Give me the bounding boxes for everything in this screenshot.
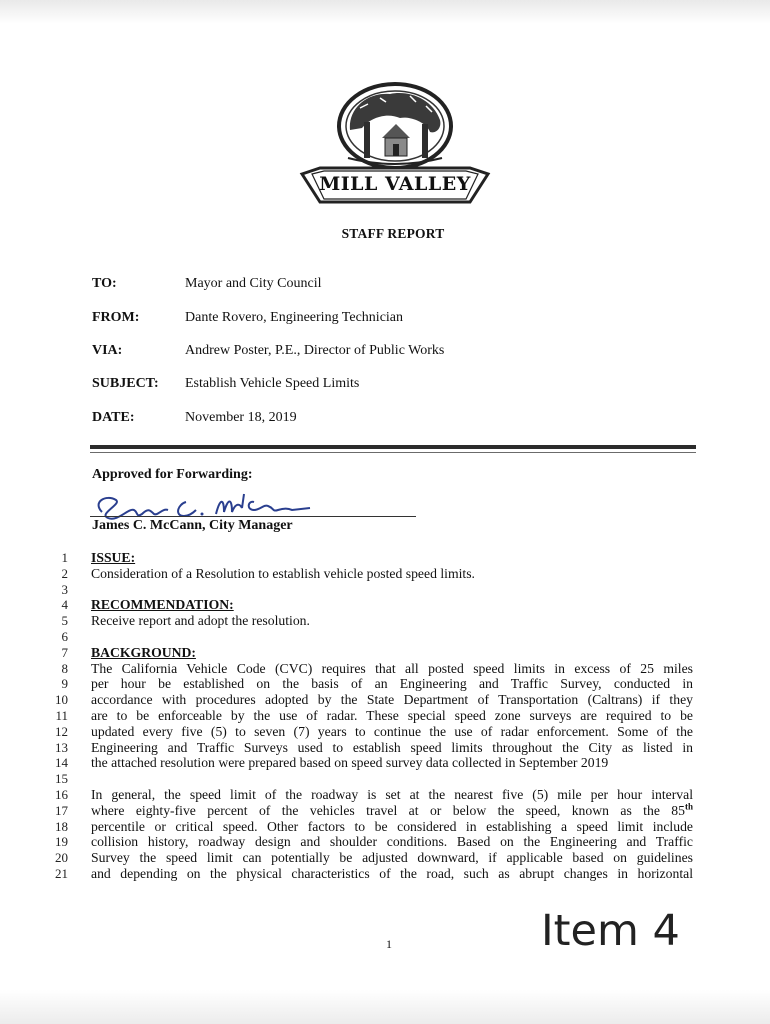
line-number: 6 (61, 628, 68, 644)
background-heading: BACKGROUND: (91, 644, 196, 660)
item-label-stamp: Item 4 (541, 906, 680, 956)
line-number: 20 (55, 850, 68, 866)
line-number: 15 (55, 771, 68, 787)
recommendation-text: Receive report and adopt the resolution. (91, 613, 310, 629)
line-number: 12 (55, 723, 68, 739)
line-number-column (52, 550, 68, 882)
memo-label-subject: SUBJECT: (92, 376, 159, 391)
line-number: 17 (55, 802, 68, 818)
signature-line (90, 516, 416, 517)
line-number: 7 (61, 644, 68, 660)
page-number: 1 (386, 937, 392, 951)
line-number: 5 (61, 613, 68, 629)
memo-label-to: TO: (92, 276, 117, 291)
line-number: 8 (61, 660, 68, 676)
superscript-th: th (684, 802, 693, 812)
paragraph-line-text: where eighty-five percent of the vehicles travel at or below the speed, known as the 85 (91, 802, 685, 818)
memo-value-subject: Establish Vehicle Speed Limits (185, 376, 360, 391)
paragraph-line: Survey the speed limit can potentially be adjusted downward, if applicable based on guidelines (91, 850, 693, 866)
line-number: 11 (55, 707, 68, 723)
line-number: 18 (55, 818, 68, 834)
recommendation-heading: RECOMMENDATION: (91, 597, 234, 613)
memo-value-via: Andrew Poster, P.E., Director of Public Works (185, 343, 445, 358)
header-divider-thick (90, 445, 696, 449)
paragraph-line: and depending on the physical characteristics of the road, such as abrupt changes in horizontal (91, 865, 693, 881)
line-number: 1 (61, 550, 68, 565)
paragraph-line-superscript (91, 803, 693, 819)
memo-value-date: November 18, 2019 (185, 410, 297, 425)
paragraph-line: The California Vehicle Code (CVC) requires that all posted speed limits in excess of 25 miles (91, 660, 693, 676)
memo-label-date: DATE: (92, 410, 135, 425)
line-number: 16 (55, 786, 68, 802)
line-number: 14 (55, 755, 68, 771)
approval-heading: Approved for Forwarding: (92, 467, 253, 482)
memo-label-via: VIA: (92, 343, 123, 358)
paragraph-line: updated every five (5) to seven (7) years to continue the use of radar enforcement. Some of the (91, 723, 693, 739)
paragraph-line: the attached resolution were prepared based on speed survey data collected in September 2019 (91, 755, 609, 771)
paragraph-line: In general, the speed limit of the roadway is set at the nearest five (5) mile per hour interval (91, 786, 693, 802)
line-number: 2 (61, 565, 68, 581)
memo-label-from: FROM: (92, 310, 140, 325)
mill-valley-logo (290, 78, 500, 208)
scan-edge-bottom (0, 990, 770, 1024)
scan-edge-top (0, 0, 770, 24)
paragraph-line: accordance with procedures adopted by the State Department of Transportation (Caltrans) if they (91, 692, 693, 708)
memo-value-from: Dante Rovero, Engineering Technician (185, 310, 404, 325)
line-number: 4 (61, 597, 68, 613)
paragraph-line: collision history, roadway design and shoulder conditions. Based on the Engineering and Traffic (91, 834, 693, 850)
line-number: 13 (55, 739, 68, 755)
line-number: 9 (61, 676, 68, 692)
paragraph-line: percentile or critical speed. Other factors to be considered in establishing a speed limit include (91, 818, 693, 834)
header-divider-thin (90, 452, 696, 453)
memo-value-to: Mayor and City Council (185, 276, 322, 291)
line-number: 10 (55, 692, 68, 708)
document-title: STAFF REPORT (341, 226, 445, 241)
logo-wordmark: MILL VALLEY (319, 173, 471, 195)
line-number: 3 (61, 581, 68, 597)
issue-text: Consideration of a Resolution to establish vehicle posted speed limits. (91, 565, 475, 581)
issue-heading: ISSUE: (91, 550, 136, 565)
report-body (91, 550, 693, 882)
signer-name: James C. McCann, City Manager (92, 518, 293, 533)
line-number: 19 (55, 834, 68, 850)
paragraph-line: Engineering and Traffic Surveys used to establish speed limits throughout the City as listed in (91, 739, 693, 755)
paragraph-line: are to be enforceable by the use of radar. These special speed zone surveys are required to be (91, 707, 693, 723)
paragraph-line: per hour be established on the basis of an Engineering and Traffic Survey, conducted in (91, 676, 693, 692)
line-number: 21 (55, 865, 68, 881)
